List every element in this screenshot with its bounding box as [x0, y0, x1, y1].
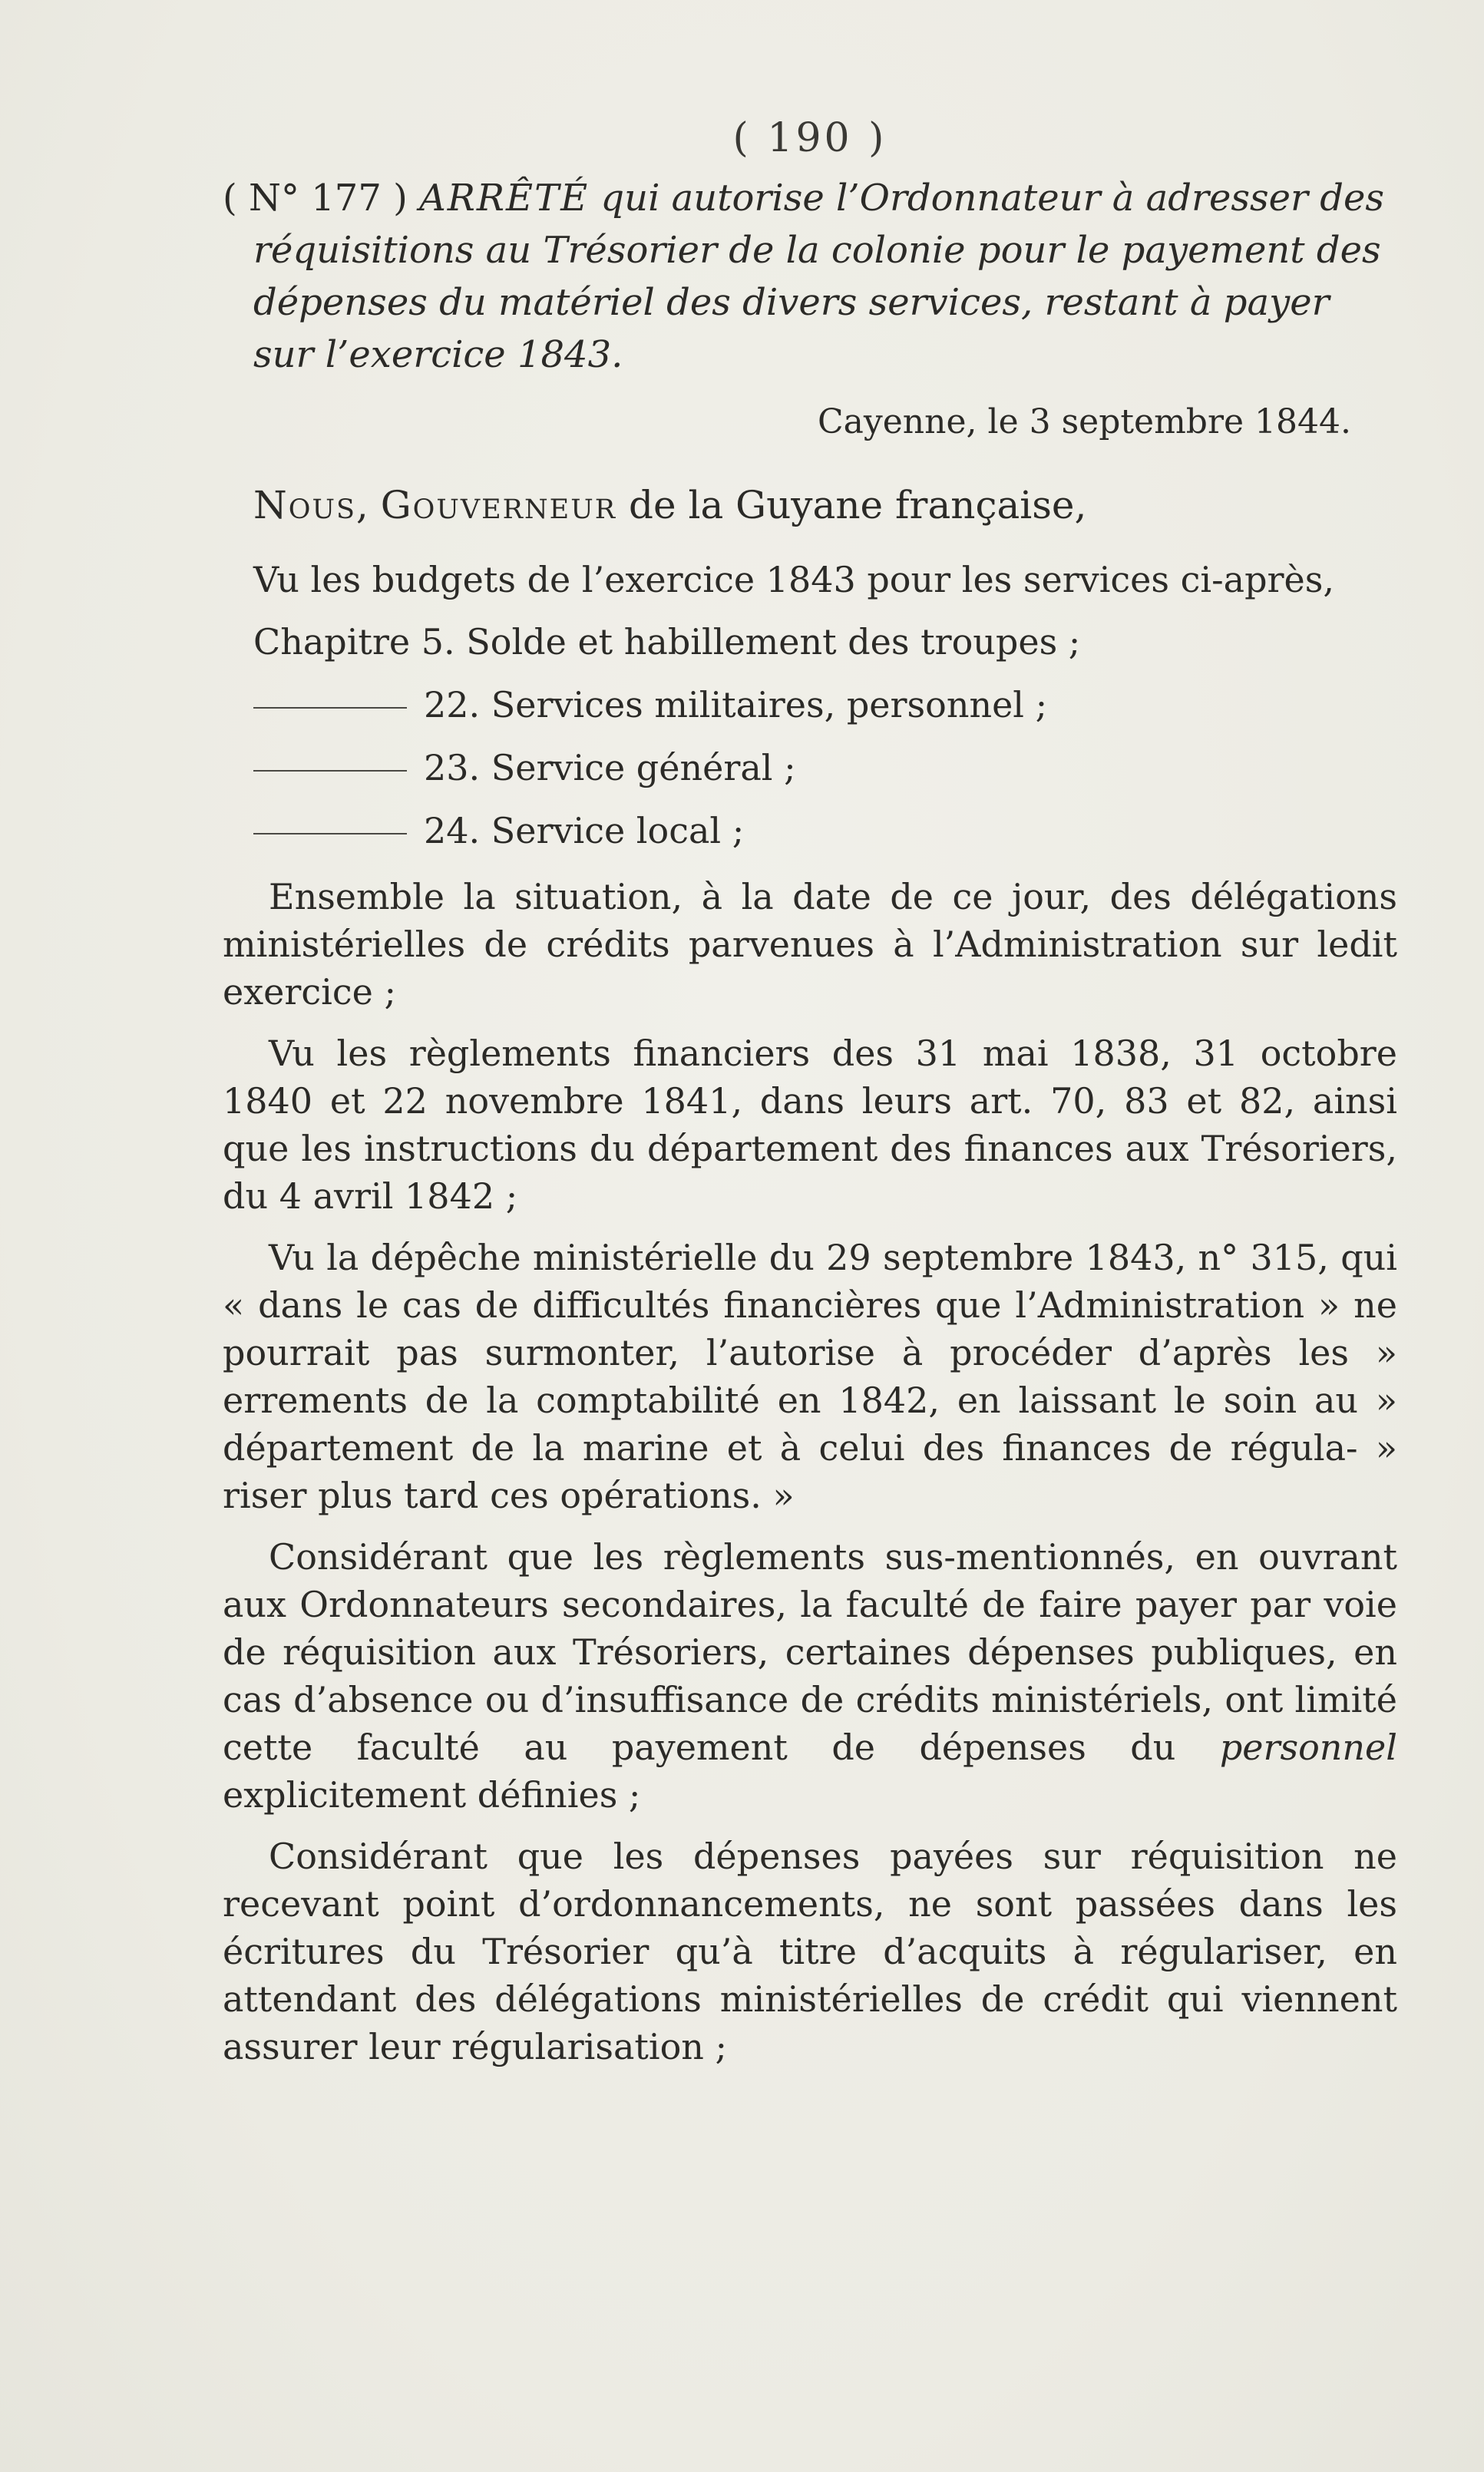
considerant-1-italic: personnel — [1219, 1727, 1397, 1768]
considerant-1-text: Considérant que les règlements sus-mentionnés, en ouvrant aux Ordonnateurs secondaires, la faculté de faire payer par voie de réquisition aux Trésoriers, certaines dépenses publiques, en cas d’absence ou d’insuffisance de crédits ministériels, ont limité cette faculté au payement de dépenses du — [223, 1536, 1397, 1768]
paragraph-depeche: Vu la dépêche ministérielle du 29 septembre 1843, n° 315, qui « dans le cas de difficultés financières que l’Administration » ne pourrait pas surmonter, l’autorise à procéder d’après les » errements de la comptabilité en 1842, en laissant le soin au » département de la marine et à celui des finances de régula- » riser plus tard ces opérations. » — [223, 1237, 1397, 1516]
budgets-line: Vu les budgets de l’exercice 1843 pour les services ci-après, — [253, 559, 1334, 600]
page-number: ( 190 ) — [732, 115, 887, 161]
intro-line: Nous, Gouverneur de la Guyane française, — [253, 483, 1087, 527]
ditto-dash — [253, 833, 407, 834]
chapter-text: 24. Service local ; — [424, 810, 745, 851]
chapter-line — [253, 673, 1397, 736]
intro-nous: Nous — [253, 483, 356, 527]
paragraph-reglements: Vu les règlements financiers des 31 mai 1838, 31 octobre 1840 et 22 novembre 1841, dans leurs art. 70, 83 et 82, ainsi que les instructions du département des finances aux Trésoriers, du 4 avril 1842 ; — [223, 1033, 1397, 1217]
intro-rest: de la Guyane française, — [628, 483, 1087, 527]
arrete-heading — [223, 172, 1397, 381]
considerant-1-end: explicitement définies ; — [223, 1774, 641, 1816]
intro-gouverneur: Gouverneur — [380, 483, 617, 527]
chapter-line — [253, 799, 1397, 862]
arrete-title: qui autorise l’Ordonnateur à adresser des réquisitions au Trésorier de la colonie pour le payement des dépenses du matériel des divers services, restant à payer sur l’exercice 1843. — [253, 177, 1384, 376]
date-line: Cayenne, le 3 septembre 1844. — [818, 402, 1351, 441]
paragraph-considerant-1 — [223, 1533, 1397, 1819]
arrete-number: ( N° 177 ) — [223, 177, 408, 220]
chapter-text: 22. Services militaires, personnel ; — [424, 684, 1048, 725]
ditto-dash — [253, 770, 407, 772]
ditto-dash — [253, 707, 407, 709]
paragraph-considerant-2: Considérant que les dépenses payées sur réquisition ne recevant point d’ordonnancements, ne sont passées dans les écritures du Trésorier qu’à titre d’acquits à régulariser, en attendant des délégations ministérielles de crédit qui viennent assurer leur régularisation ; — [223, 1836, 1397, 2067]
chapter-line — [253, 736, 1397, 799]
chapter-text: 23. Service général ; — [424, 747, 796, 788]
page-content — [223, 115, 1397, 2084]
paragraph-ensemble: Ensemble la situation, à la date de ce jour, des délégations ministérielles de crédits parvenues à l’Administration sur ledit exercice ; — [223, 876, 1397, 1013]
arrete-label: ARRÊTÉ — [419, 177, 590, 220]
chapter-line: Chapitre 5. Solde et habillement des troupes ; — [253, 621, 1081, 663]
